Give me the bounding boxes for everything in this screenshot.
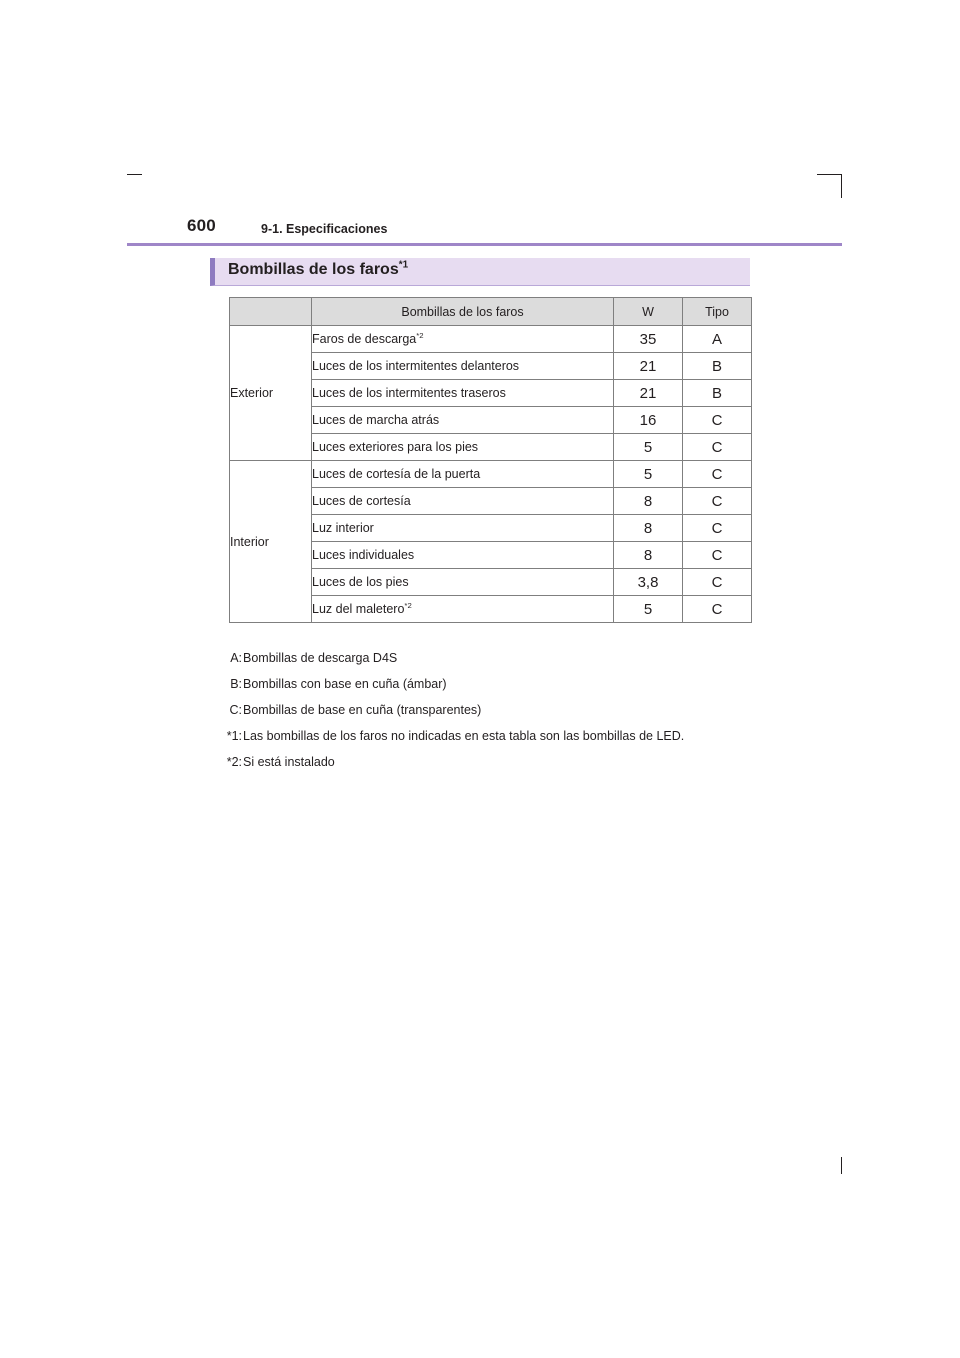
bulb-watts: 5	[614, 596, 683, 623]
column-header-watts: W	[614, 298, 683, 326]
bulb-name: Luces de los intermitentes traseros	[312, 380, 614, 407]
bulb-type: C	[683, 488, 752, 515]
bulb-watts: 8	[614, 542, 683, 569]
bulb-type: C	[683, 542, 752, 569]
bulb-name: Faros de descarga$^{*2}$	[312, 326, 614, 353]
legend-text: Bombillas de base en cuña (transparentes)	[243, 703, 482, 717]
group-label: Exterior	[230, 326, 312, 461]
bulb-watts: 8	[614, 488, 683, 515]
heading-title: Bombillas de los faros$^{*1}$	[228, 259, 409, 278]
legend-mark: *2:	[226, 755, 242, 769]
legend-note	[210, 723, 684, 749]
bulb-watts: 5	[614, 434, 683, 461]
crop-mark-bottom-right-v	[841, 1157, 842, 1174]
bulb-type: C	[683, 434, 752, 461]
bulb-watts: 16	[614, 407, 683, 434]
legend-mark: *1:	[226, 729, 242, 743]
bulb-type: C	[683, 515, 752, 542]
bulb-table	[229, 297, 752, 623]
legend-mark: C:	[229, 703, 242, 717]
bulb-name: Luces de los pies	[312, 569, 614, 596]
section-title: 9-1. Especificaciones	[261, 222, 388, 236]
bulb-name: Luces exteriores para los pies	[312, 434, 614, 461]
legend-notes	[210, 645, 684, 775]
legend-note	[210, 749, 684, 775]
bulb-type: B	[683, 353, 752, 380]
bulb-type: C	[683, 596, 752, 623]
crop-mark-top-right-v	[841, 174, 842, 198]
legend-note	[210, 671, 684, 697]
legend-text: Las bombillas de los faros no indicadas en esta tabla son las bombillas de LED.	[243, 729, 685, 743]
footnote-mark: *2	[416, 330, 424, 340]
bulb-type: B	[683, 380, 752, 407]
bulb-watts: 3,8	[614, 569, 683, 596]
table-row	[230, 461, 752, 488]
legend-text: Bombillas con base en cuña (ámbar)	[243, 677, 447, 691]
group-label: Interior	[230, 461, 312, 623]
bulb-name: Luz del maletero$^{*2}$	[312, 596, 614, 623]
legend-text: Bombillas de descarga D4S	[243, 651, 398, 665]
header-rule	[127, 243, 842, 246]
bulb-name: Luces de marcha atrás	[312, 407, 614, 434]
bulb-name: Luces de cortesía	[312, 488, 614, 515]
legend-mark: B:	[230, 677, 242, 691]
bulb-name: Luz interior	[312, 515, 614, 542]
bulb-watts: 21	[614, 380, 683, 407]
footnote-mark: *2	[404, 600, 412, 610]
column-header-type: Tipo	[683, 298, 752, 326]
crop-mark-top-left-h	[127, 174, 142, 175]
column-header-group	[230, 298, 312, 326]
bulb-type: C	[683, 461, 752, 488]
bulb-name: Luces de los intermitentes delanteros	[312, 353, 614, 380]
bulb-type: C	[683, 407, 752, 434]
table-row	[230, 326, 752, 353]
legend-note	[210, 645, 684, 671]
page-number: 600	[187, 216, 216, 235]
bulb-watts: 8	[614, 515, 683, 542]
legend-text: Si está instalado	[243, 755, 335, 769]
bulb-watts: 5	[614, 461, 683, 488]
bulb-name: Luces de cortesía de la puerta	[312, 461, 614, 488]
section-heading	[210, 258, 750, 286]
crop-mark-top-right-h	[817, 174, 842, 175]
legend-note	[210, 697, 684, 723]
heading-footnote-mark: *1	[398, 259, 409, 271]
bulb-watts: 21	[614, 353, 683, 380]
legend-mark: A:	[230, 651, 242, 665]
bulb-type: C	[683, 569, 752, 596]
bulb-name: Luces individuales	[312, 542, 614, 569]
bulb-type: A	[683, 326, 752, 353]
table-header-row	[230, 298, 752, 326]
bulb-watts: 35	[614, 326, 683, 353]
column-header-bulb: Bombillas de los faros	[312, 298, 614, 326]
